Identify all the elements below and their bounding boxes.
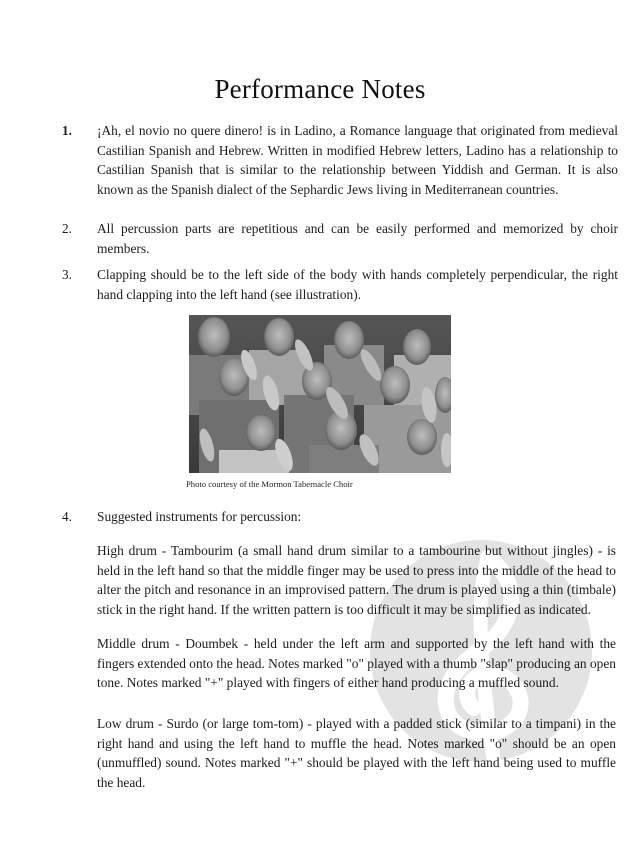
note-item-3 [62,265,618,304]
note-number: 3. [62,267,72,282]
instrument-high-drum: High drum - Tambourim (a small hand drum similar to a tambourine but without jingles) - is held in the left hand so that the middle finger may be used to press into the middle of the head to alter the pitch and resonance in an improvised pattern. The drum is played using a thin (timbale) stick in the right hand. If the written pattern is too difficult it may be simplified as indicated. [97,543,616,617]
choir-clapping-photo [189,315,451,473]
note-item-1 [62,121,618,199]
note-text: ¡Ah, el novio no quere dinero! is in Ladino, a Romance language that originated from medieval Castilian Spanish and Hebrew. Written in modified Hebrew letters, Ladino has a relationship to Castilian Spanish that is similar to the relationship between Yiddish and German. It is also known as the Spanish dialect of the Sephardic Jews living in Mediterranean countries. [97,123,618,197]
note-item-2 [62,219,618,258]
note-number: 1. [62,123,72,138]
note-number: 2. [62,221,72,236]
photo-caption: Photo courtesy of the Mormon Tabernacle Choir [186,479,353,489]
note-number: 4. [62,509,72,524]
note-item-4 [62,507,618,527]
note-text: All percussion parts are repetitious and can be easily performed and memorized by choir members. [97,221,618,256]
instrument-middle-drum: Middle drum - Doumbek - held under the left arm and supported by the left hand with the fingers extended onto the head. Notes marked "o" played with a thumb "slap" producing an open tone. Notes marked "+" played with fingers of either hand producing a muffled sound. [97,636,616,691]
note-text: Suggested instruments for percussion: [97,509,302,524]
instrument-low-drum: Low drum - Surdo (or large tom-tom) - played with a padded stick (similar to a timpani) in the right hand and using the left hand to muffle the head. Notes marked "o" should be an open (unmuffled) sound. Notes marked "+" should be played with the left hand being used to muffle the head. [97,716,616,790]
page-title: Performance Notes [214,74,426,104]
note-text: Clapping should be to the left side of the body with hands completely perpendicular, the right hand clapping into the left hand (see illustration). [97,267,618,302]
